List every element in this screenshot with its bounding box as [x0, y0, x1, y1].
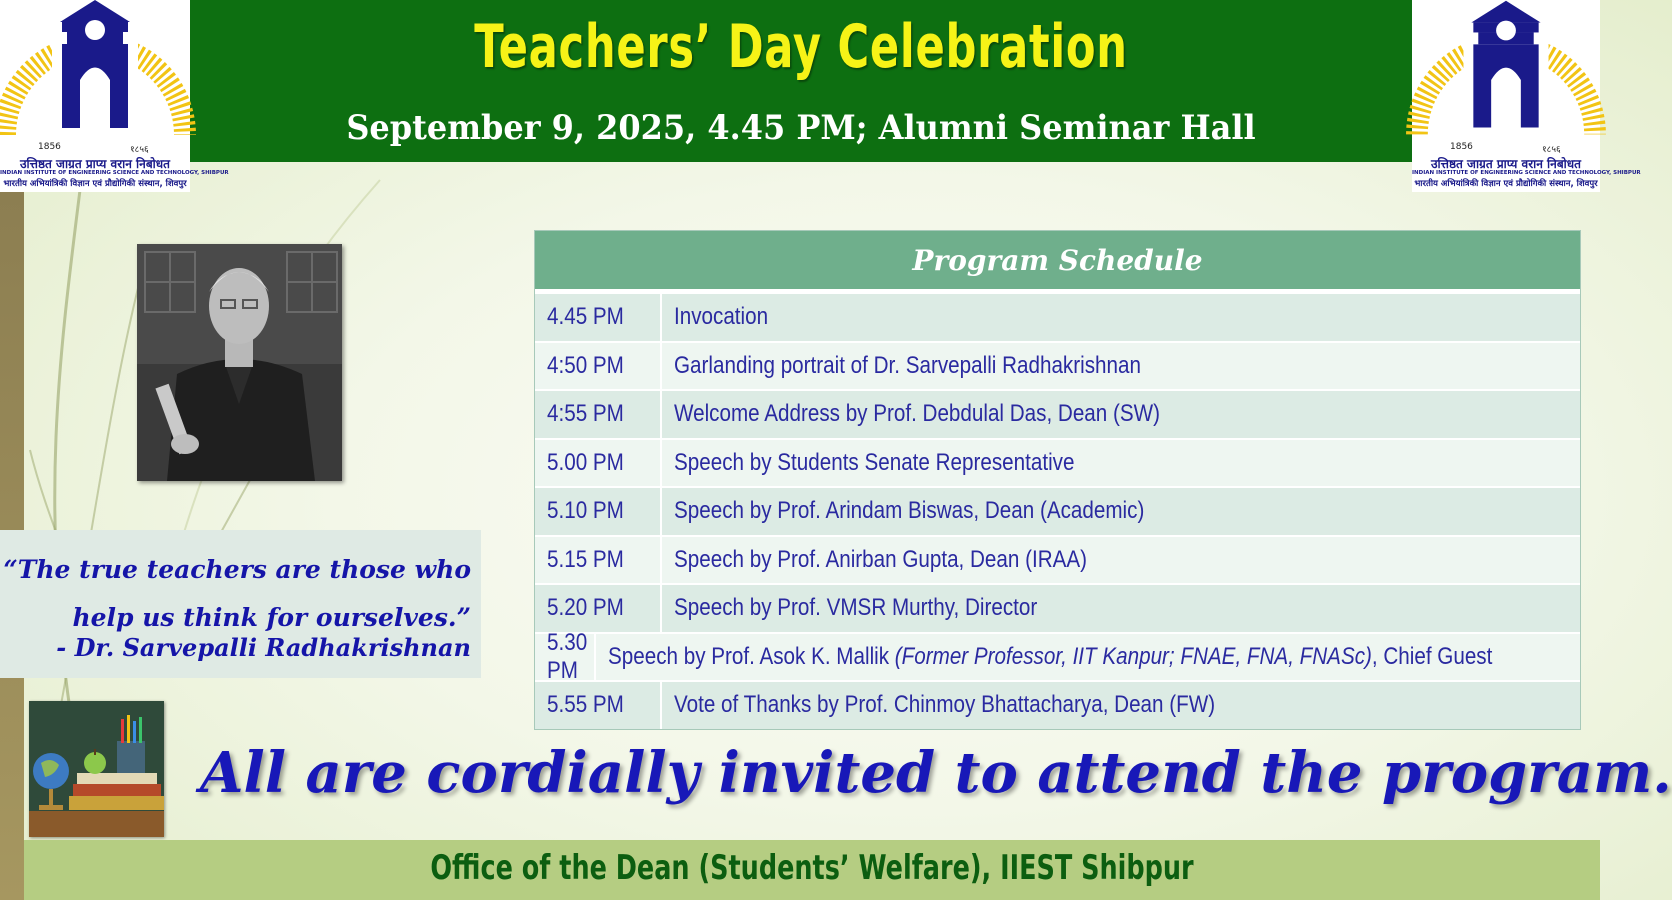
row-item: [596, 634, 1636, 681]
row-item: Speech by Prof. Arindam Biswas, Dean (Academic): [674, 497, 1145, 525]
logo-year-right: १८५६: [1542, 145, 1561, 155]
table-row: [535, 389, 1580, 438]
schedule-heading: Program Schedule: [535, 231, 1580, 292]
header-banner: [190, 0, 1412, 162]
books-globe-apple-icon: [29, 701, 164, 837]
row-item: Speech by Students Senate Representative: [674, 448, 1075, 476]
event-date-venue: September 9, 2025, 4.45 PM; Alumni Seminar Hall: [346, 108, 1256, 148]
logo-year-right: १८५६: [130, 145, 149, 155]
quote-author: - Dr. Sarvepalli Radhakrishnan: [56, 633, 471, 662]
row-time: 4.45 PM: [535, 294, 662, 341]
row-time: 5.15 PM: [535, 537, 662, 584]
quote-line-1: “The true teachers are those who: [3, 555, 471, 584]
table-row: [535, 680, 1580, 729]
row-item: Speech by Prof. Anirban Gupta, Dean (IRAA): [674, 545, 1088, 573]
portrait-image: [137, 244, 342, 481]
institute-logo-right: [1412, 0, 1641, 192]
row-item-after: , Chief Guest: [1371, 642, 1493, 670]
row-time: 5.30 PM: [535, 634, 596, 681]
row-time: 5.20 PM: [535, 585, 662, 632]
logo-name-en: INDIAN INSTITUTE OF ENGINEERING SCIENCE AND TECHNOLOGY, SHIBPUR: [0, 170, 229, 176]
table-row: [535, 486, 1580, 535]
row-item-italic: (Former Professor, IIT Kanpur; FNAE, FNA, FNASc): [894, 642, 1372, 670]
quote-box: [0, 530, 481, 678]
table-row: [535, 292, 1580, 341]
row-time: 5.55 PM: [535, 682, 662, 729]
table-row: [535, 341, 1580, 390]
logo-name-en: INDIAN INSTITUTE OF ENGINEERING SCIENCE AND TECHNOLOGY, SHIBPUR: [1412, 170, 1641, 176]
table-row: [535, 535, 1580, 584]
books-illustration: [29, 701, 164, 837]
footer-bar: [24, 840, 1600, 900]
logo-motto: उत्तिष्ठत जाग्रत प्राप्य वरान निबोधत: [1430, 157, 1582, 171]
portrait-photo: [137, 244, 342, 481]
program-schedule-table: [534, 230, 1581, 730]
quote-line-2: help us think for ourselves.”: [72, 603, 471, 632]
row-time: 4:55 PM: [535, 391, 662, 438]
row-item: Vote of Thanks by Prof. Chinmoy Bhattacharya, Dean (FW): [674, 691, 1216, 719]
institute-logo-left: [0, 0, 229, 192]
table-row: [535, 628, 1580, 684]
row-item: Speech by Prof. VMSR Murthy, Director: [674, 594, 1038, 622]
row-item: Welcome Address by Prof. Debdulal Das, Dean (SW): [674, 400, 1161, 428]
table-row: [535, 438, 1580, 487]
logo-name-hi: भारतीय अभियांत्रिकी विज्ञान एवं प्रौद्योगिकी संस्थान, शिवपुर: [1414, 179, 1598, 189]
logo-name-hi: भारतीय अभियांत्रिकी विज्ञान एवं प्रौद्योगिकी संस्थान, शिवपुर: [3, 179, 187, 189]
footer-text: Office of the Dean (Students’ Welfare), IIEST Shibpur: [430, 848, 1194, 888]
logo-motto: उत्तिष्ठत जाग्रत प्राप्य वरान निबोधत: [19, 157, 171, 171]
invitation-text: All are cordially invited to attend the program.: [200, 740, 1672, 806]
table-row: [535, 583, 1580, 632]
page-title: Teachers’ Day Celebration: [474, 12, 1128, 82]
logo-year-left: 1856: [1450, 142, 1473, 152]
institute-emblem-icon: [1412, 0, 1600, 150]
row-time: 5.10 PM: [535, 488, 662, 535]
row-time: 5.00 PM: [535, 440, 662, 487]
institute-emblem-icon: [0, 0, 190, 150]
quote-text: [1, 546, 471, 642]
row-item-main: Speech by Prof. Asok K. Mallik: [607, 642, 889, 670]
row-item: Invocation: [674, 303, 769, 331]
logo-year-left: 1856: [38, 142, 61, 152]
row-item: Garlanding portrait of Dr. Sarvepalli Radhakrishnan: [674, 351, 1141, 379]
schedule-rows: [535, 292, 1580, 729]
row-time: 4:50 PM: [535, 343, 662, 390]
